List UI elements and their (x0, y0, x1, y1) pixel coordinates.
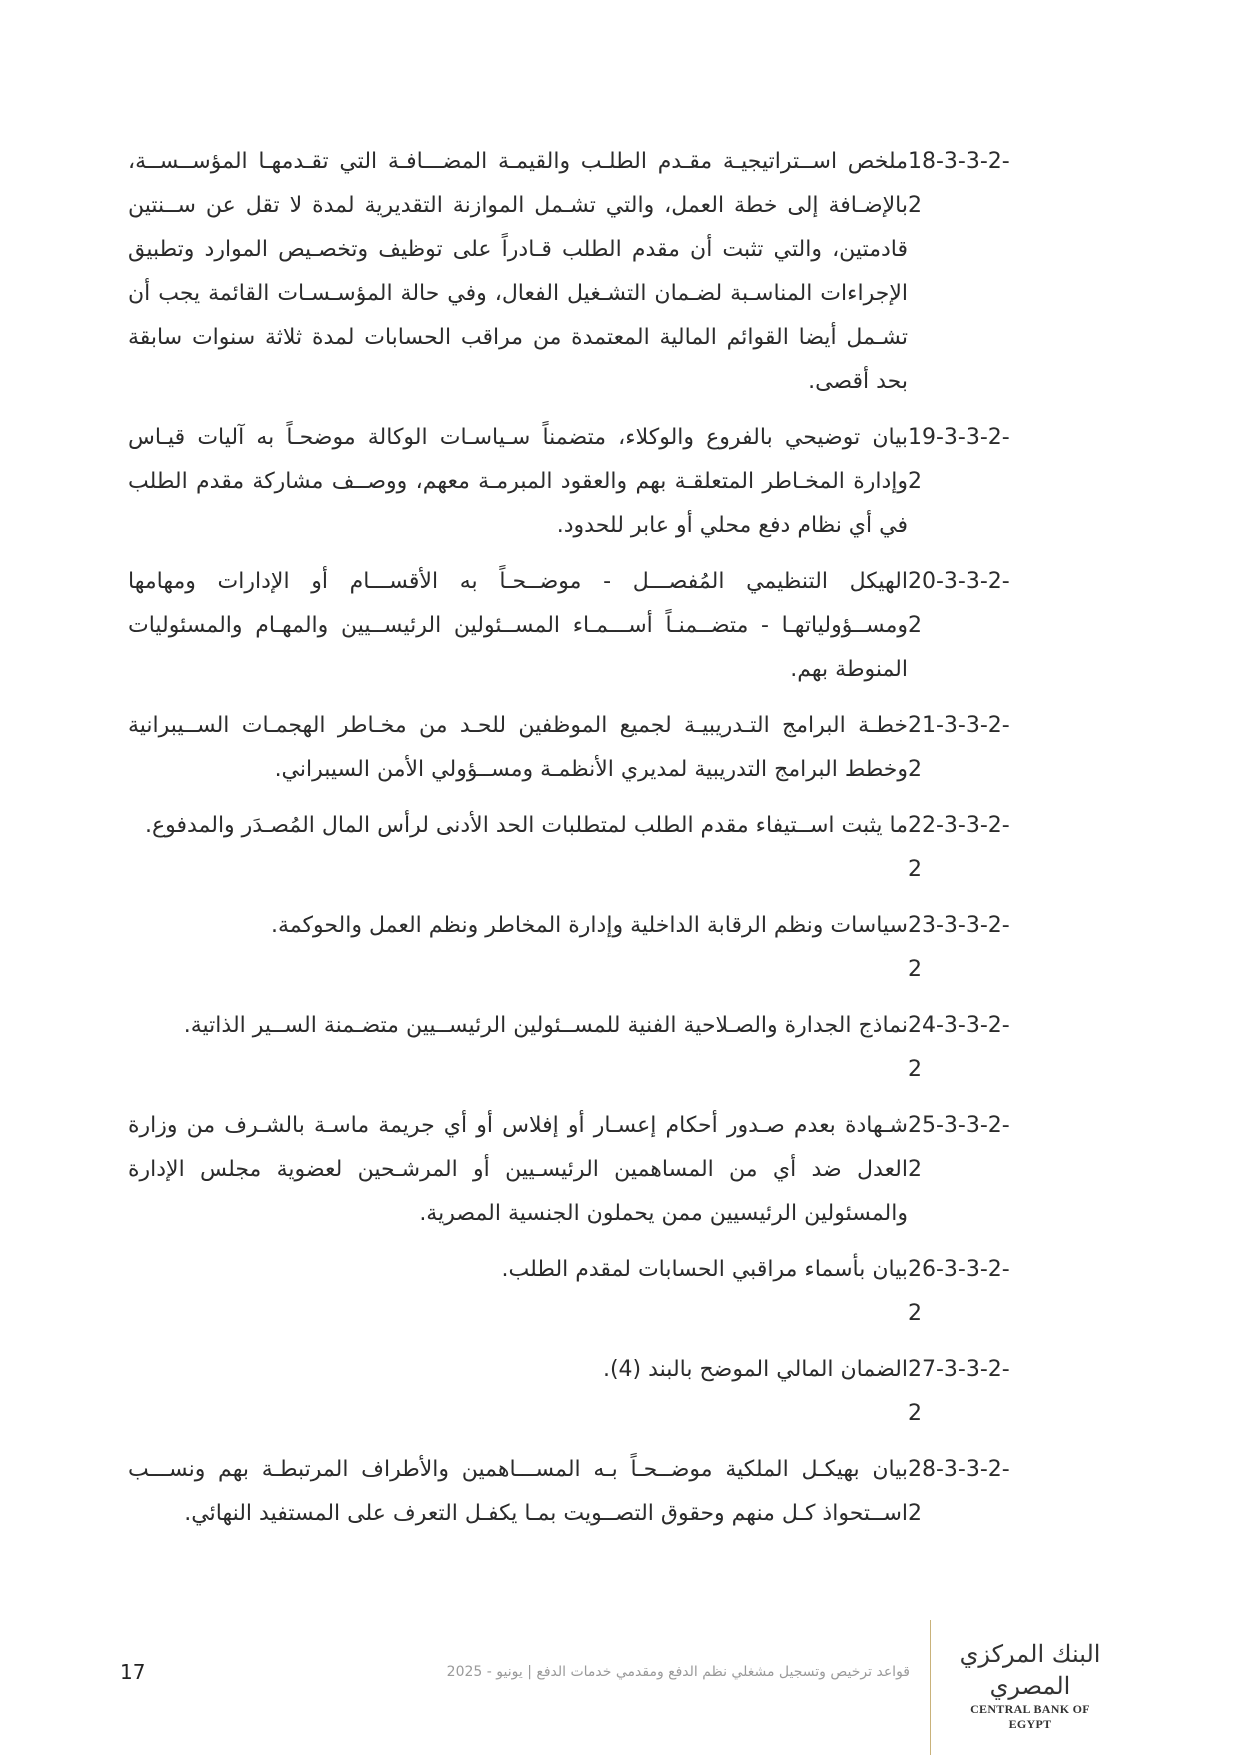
clause-text: الضمان المالي الموضح بالبند (4). (602, 1357, 908, 1382)
clause-item-23 (120, 904, 1020, 992)
clause-number: 18-3-3-2-2 (908, 149, 1010, 218)
clause-item-25 (120, 1104, 1020, 1236)
clause-list (120, 140, 1020, 1548)
clause-number: 22-3-3-2-2 (908, 813, 1010, 882)
central-bank-logo (950, 1638, 1110, 1732)
clause-number: 21-3-3-2-2 (908, 713, 1010, 782)
logo-english-text: CENTRAL BANK OF EGYPT (970, 1702, 1090, 1731)
clause-text: بيان بأسماء مراقبي الحسابات لمقدم الطلب. (501, 1257, 908, 1282)
clause-item-20 (120, 560, 1020, 692)
clause-item-22 (120, 804, 1020, 892)
clause-number: 20-3-3-2-2 (908, 569, 1010, 638)
footer-document-title: قواعد ترخيص وتسجيل مشغلي نظم الدفع ومقدمي خدمات الدفع | يونيو - 2025 (446, 1664, 910, 1680)
footer-divider (930, 1620, 931, 1755)
clause-item-18 (120, 140, 1020, 404)
clause-text: خطـة البرامج التـدريبيـة لجميع الموظفين للحـد من مخـاطر الهجمـات الســيبرانية وخطط البرامج التدريبية لمديري الأنظمـة ومســؤولي الأمن السيبراني. (128, 713, 908, 782)
clause-text: بيان توضيحي بالفروع والوكلاء، متضمناً سـياسـات الوكالة موضحـاً به آليات قيـاس وإدارة المخـاطر المتعلقـة بهم والعقود المبرمـة معهم، ووصــف مشاركة مقدم الطلب في أي نظام دفع محلي أو عابر للحدود. (128, 425, 908, 538)
clause-number: 26-3-3-2-2 (908, 1257, 1010, 1326)
clause-text: نماذج الجدارة والصـلاحية الفنية للمســئولين الرئيســيين متضـمنة الســير الذاتية. (183, 1013, 908, 1038)
clause-text: شـهادة بعدم صـدور أحكام إعسـار أو إفلاس أو أي جريمة ماسـة بالشـرف من وزارة العدل ضد أي من المساهمين الرئيسـيين أو المرشـحين لعضوية مجلس الإدارة والمسئولين الرئيسيين ممن يحملون الجنسية المصرية. (128, 1113, 908, 1226)
clause-number: 23-3-3-2-2 (908, 913, 1010, 982)
clause-item-21 (120, 704, 1020, 792)
clause-item-27 (120, 1348, 1020, 1436)
clause-text: سياسات ونظم الرقابة الداخلية وإدارة المخاطر ونظم العمل والحوكمة. (270, 913, 908, 938)
clause-text: ملخص اســتراتيجيـة مقـدم الطلـب والقيمـة المضـــافـة التي تقـدمهـا المؤســســة، بالإضـافة إلى خطة العمل، والتي تشـمل الموازنة التقديرية لمدة لا تقل عن ســنتين قادمتين، والتي تثبت أن مقدم الطلب قـادراً على توظيف وتخصـيص الموارد وتطبيق الإجراءات المناسـبة لضـمان التشـغيل الفعال، وفي حالة المؤسـسـات القائمة يجب أن تشـمل أيضا القوائم المالية المعتمدة من مراقب الحسابات لمدة ثلاثة سنوات سابقة بحد أقصى. (128, 149, 908, 394)
logo-arabic-text: البنك المركزي المصري (959, 1640, 1101, 1700)
clause-number: 27-3-3-2-2 (908, 1357, 1010, 1426)
page-number: 17 (120, 1660, 146, 1684)
clause-number: 24-3-3-2-2 (908, 1013, 1010, 1082)
clause-item-26 (120, 1248, 1020, 1336)
clause-text: ما يثبت اســتيفاء مقدم الطلب لمتطلبات الحد الأدنى لرأس المال المُصـدَر والمدفوع. (144, 813, 908, 838)
clause-item-19 (120, 416, 1020, 548)
clause-item-28 (120, 1448, 1020, 1536)
clause-number: 19-3-3-2-2 (908, 425, 1010, 494)
clause-item-24 (120, 1004, 1020, 1092)
clause-text: بيان بهيكـل الملكية موضــحـاً بـه المســـاهمين والأطراف المرتبطـة بهم ونســـب اســتحواذ كـل منهم وحقوق التصــويت بمـا يكفـل التعرف على المستفيد النهائي. (128, 1457, 908, 1526)
clause-text: الهيكل التنظيمي المُفصـــل - موضــحـاً به الأقســـام أو الإدارات ومهامها ومســؤولياتهـا - متضــمنـاً أســـمـاء المســئولين الرئيســيين والمهـام والمسئوليات المنوطة بهم. (128, 569, 908, 682)
clause-number: 25-3-3-2-2 (908, 1113, 1010, 1182)
clause-number: 28-3-3-2-2 (908, 1457, 1010, 1526)
